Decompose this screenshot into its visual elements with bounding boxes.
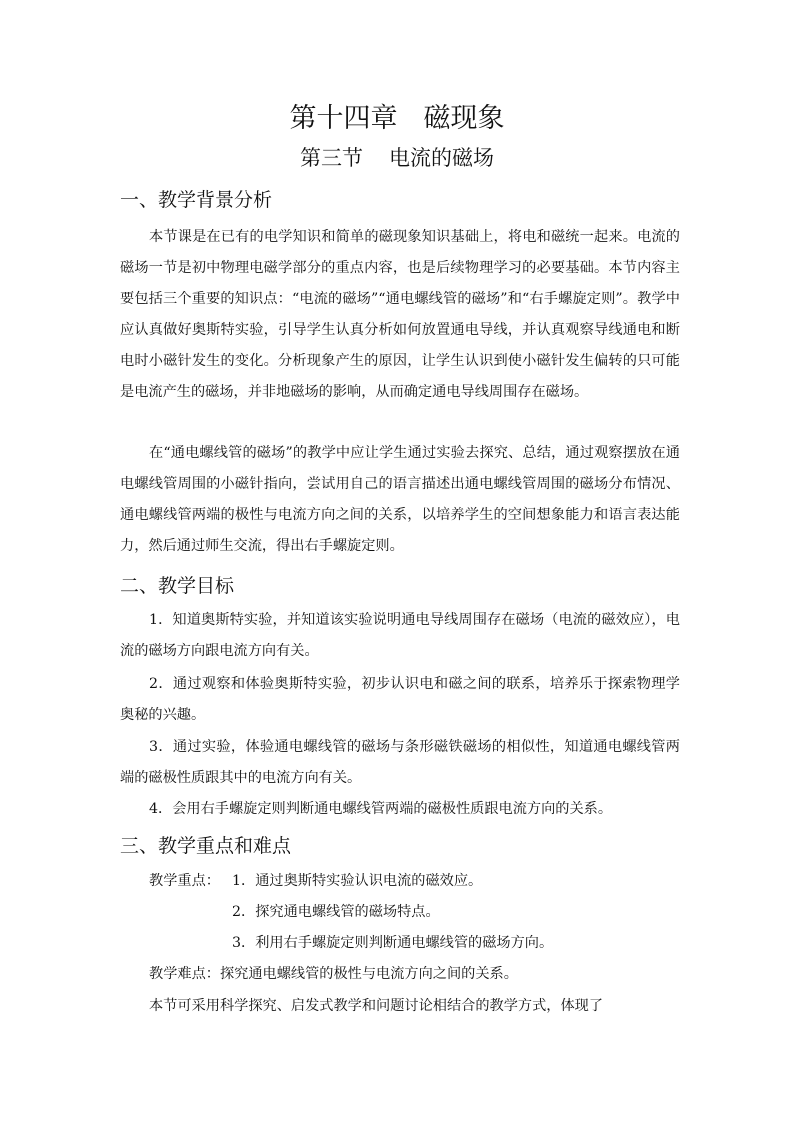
objective-item-2: 2．通过观察和体验奥斯特实验，初步认识电和磁之间的联系，培养乐于探索物理学奥秘的兴趣。 [120,676,680,723]
heading-teaching-objectives: 二、教学目标 [120,575,235,597]
difficulty-line: 教学难点：探究通电螺线管的极性与电流方向之间的关系。 [149,966,518,982]
heading-background-analysis: 一、教学背景分析 [120,189,273,211]
paragraph-background-2: 在“通电螺线管的磁场”的教学中应让学生通过实验去探究、总结，通过观察摆放在通电螺线管周围的小磁针指向，尝试用自己的语言描述出通电螺线管周围的磁场分布情况、通电螺线管两端的极性与电流方向之间的关系，以培养学生的空间想象能力和语言表达能力，然后通过师生交流，得出右手螺旋定则。 [120,445,680,554]
chapter-number: 第十四章 [289,103,398,134]
section-title [0,142,794,174]
key-points-label: 教学重点： [149,873,220,889]
section-name: 电流的磁场 [389,146,494,170]
key-point-item-3: 3．利用右手螺旋定则判断通电螺线管的磁场方向。 [232,935,554,951]
key-point-item-1: 1．通过奥斯特实验认识电流的磁效应。 [232,873,483,889]
objective-item-4: 4．会用右手螺旋定则判断通电螺线管两端的磁极性质跟电流方向的关系。 [149,801,613,817]
teaching-method-line: 本节可采用科学探究、启发式教学和问题讨论相结合的教学方式，体现了 [149,998,604,1014]
paragraph-background-1: 本节课是在已有的电学知识和简单的磁现象知识基础上，将电和磁统一起来。电流的磁场一节是初中物理电磁学部分的重点内容，也是后续物理学习的必要基础。本节内容主要包括三个重要的知识点：“电流的磁场”“通电螺线管的磁场”和“右手螺旋定则”。教学中应认真做好奥斯特实验，引导学生认真分析如何放置通电导线，并认真观察导线通电和断电时小磁针发生的变化。分析现象产生的原因，让学生认识到使小磁针发生偏转的只可能是电流产生的磁场，并非地磁场的影响，从而确定通电导线周围存在磁场。 [120,229,680,400]
section-number: 第三节 [300,146,363,170]
key-point-item-2: 2．探究通电螺线管的磁场特点。 [232,904,440,920]
chapter-title [0,100,794,138]
objective-item-3: 3．通过实验，体验通电螺线管的磁场与条形磁铁磁场的相似性，知道通电螺线管两端的磁极性质跟其中的电流方向有关。 [120,739,680,786]
objective-item-1: 1．知道奥斯特实验，并知道该实验说明通电导线周围存在磁场（电流的磁效应），电流的磁场方向跟电流方向有关。 [120,612,680,659]
chapter-name: 磁现象 [423,103,505,134]
heading-key-and-difficult-points: 三、教学重点和难点 [120,835,292,857]
